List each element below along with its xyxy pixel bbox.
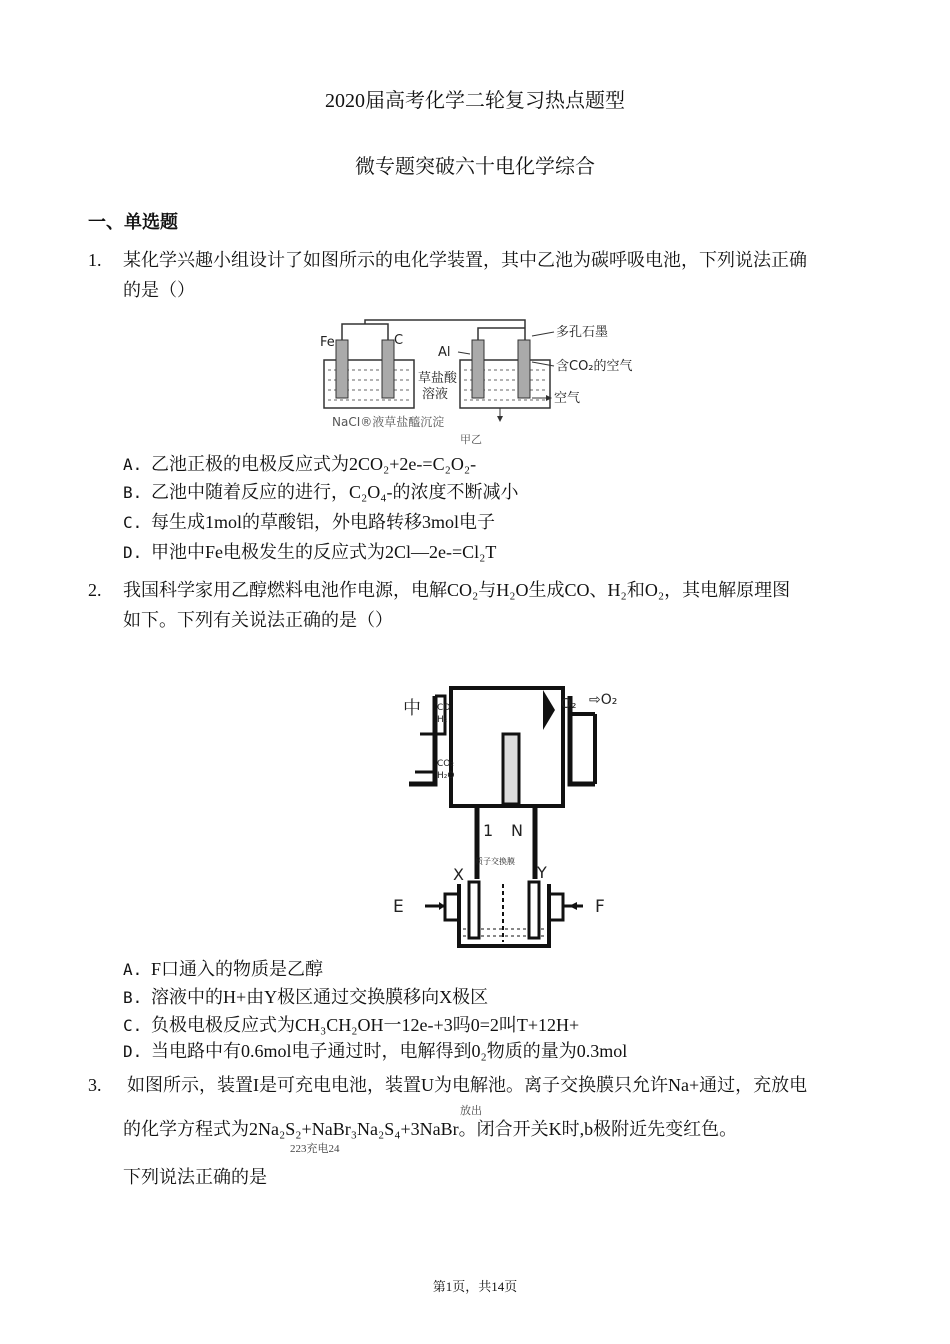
label-h2o: H₂O: [437, 771, 455, 781]
label-o2-out: ⇨O₂: [589, 692, 618, 708]
option-b: B. 溶液中的H+由Y极区通过交换膜移向X极区: [123, 987, 489, 1007]
page-footer: 第1页，共14页: [432, 1279, 518, 1294]
equation-annotation-below: 223充电24: [290, 1143, 340, 1155]
label-membrane: 质子交换膜: [475, 857, 515, 866]
option-a: A. 乙池正极的电极反应式为2CO₂+2e-=C₂O₂-: [123, 454, 477, 474]
option-c: C. 每生成1mol的草酸铝，外电路转移3mol电子: [123, 512, 496, 532]
label-e: E: [393, 897, 404, 917]
label-y: Y: [537, 863, 547, 882]
question-text: 如图所示，装置I是可充电电池，装置U为电解池。离子交换膜只允许Na+通过，充放电: [127, 1075, 808, 1095]
label-al: Al: [438, 345, 451, 360]
option-c: C. 负极电极反应式为CH₃CH₂OH一12e-+3吗0=2叫T+12H+: [123, 1015, 580, 1035]
label-n: N: [511, 821, 523, 840]
question-text: 某化学兴趣小组设计了如图所示的电化学装置，其中乙池为碳呼吸电池，下列说法正确: [123, 250, 807, 270]
label-solution: 溶液: [422, 387, 449, 402]
label-bottom: NaCI®液草盐醯沉淀: [332, 415, 445, 429]
label-fe: Fe: [320, 335, 335, 350]
label-zhong: 中: [403, 698, 421, 719]
option-b: B. 乙池中随着反应的进行，C₂O₄-的浓度不断减小: [123, 482, 519, 502]
question-number: 3.: [88, 1075, 102, 1095]
option-d: D. 甲池中Fe电极发生的反应式为2Cl—2e-=Cl₂T: [123, 542, 497, 562]
label-1: 1: [483, 821, 494, 840]
equation-annotation-above: 放出: [460, 1105, 482, 1117]
option-a: A. F口通入的物质是乙醇: [123, 959, 324, 979]
label-x: X: [453, 865, 464, 884]
question-number: 2.: [88, 580, 102, 600]
electrolysis-figure-2: [385, 684, 655, 954]
electrochem-figure-1: [310, 318, 650, 448]
label-o2: O₂: [561, 697, 577, 712]
question-text: 如下。下列有关说法正确的是（）: [123, 610, 393, 630]
label-h2: H₂: [437, 715, 448, 725]
label-oxalic: 草盐酸: [418, 371, 458, 386]
label-f: F: [595, 897, 605, 917]
label-graphite: 多孔石墨: [556, 325, 609, 340]
question-text: 我国科学家用乙醇燃料电池作电源，电解CO₂与H₂O生成CO、H₂和O₂，其电解原理图: [123, 580, 791, 600]
page-title: 2020届高考化学二轮复习热点题型: [325, 90, 625, 112]
option-d: D. 当电路中有0.6mol电子通过时，电解得到0₂物质的量为0.3mol: [123, 1041, 628, 1061]
question-number: 1.: [88, 250, 102, 270]
question-text: 的化学方程式为2Na₂S₂+NaBr₃Na₂S₄+3NaBr。闭合开关K时,b极附近先变红色。: [123, 1119, 738, 1139]
page-subtitle: 微专题突破六十电化学综合: [355, 156, 595, 178]
label-co2-air: 含CO₂的空气: [556, 359, 633, 374]
label-c: C: [394, 333, 404, 348]
section-heading: 一、单选题: [88, 212, 178, 233]
label-pools: 甲乙: [460, 433, 482, 446]
question-text: 下列说法正确的是: [123, 1167, 267, 1187]
question-text: 的是（）: [123, 280, 195, 300]
label-co2: CO₂: [437, 759, 454, 769]
label-air: 空气: [554, 391, 581, 406]
label-co: CO: [437, 703, 451, 713]
